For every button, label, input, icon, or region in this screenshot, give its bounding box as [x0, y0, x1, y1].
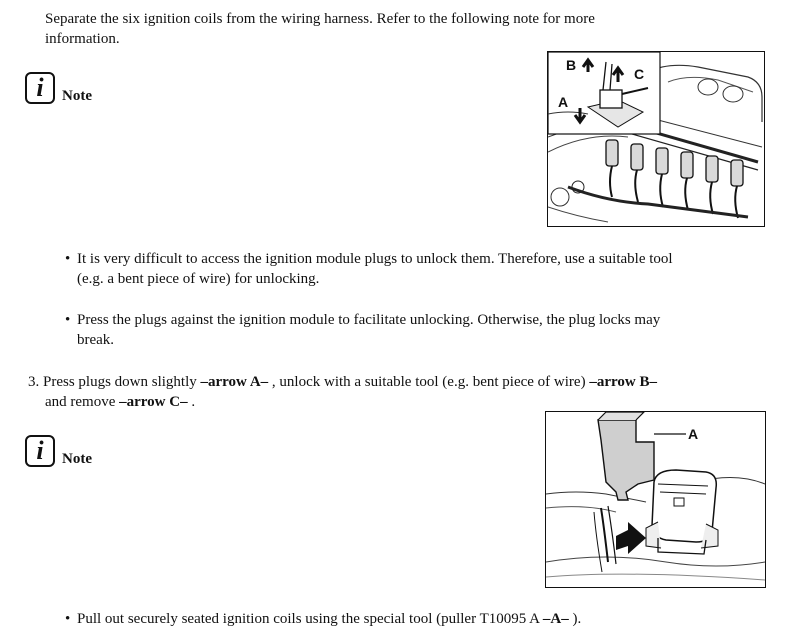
- engine-illustration: [548, 52, 764, 226]
- note-2-label: Note: [62, 451, 92, 467]
- intro-line-1: Separate the six ignition coils from the wiring harness. Refer to the following note for more: [45, 11, 595, 27]
- final-bullet-text: Pull out securely seated ignition coils using the special tool (puller T10095 A: [77, 611, 543, 627]
- bullet-item-2: [65, 310, 660, 350]
- figure1-label-a: A: [558, 94, 569, 110]
- final-bullet-end: ).: [568, 611, 582, 627]
- bullet-dot-icon: •: [65, 611, 71, 627]
- puller-illustration: [546, 412, 765, 587]
- step-3-text-4: .: [187, 394, 196, 410]
- step-3-arrow-a: –arrow A–: [200, 374, 269, 390]
- intro-paragraph: [45, 9, 595, 49]
- bullet-dot-icon: •: [65, 251, 71, 267]
- bullet-dot-icon: •: [65, 312, 71, 328]
- puller-tool-figure: [545, 411, 766, 588]
- note-2: [25, 435, 92, 467]
- bullet-2-line-1: Press the plugs against the ignition module to facilitate unlocking. Otherwise, the plug locks may: [77, 312, 661, 328]
- note-1-label: Note: [62, 88, 92, 104]
- step-3: [28, 372, 768, 412]
- step-3-text-1: Press plugs down slightly: [43, 374, 201, 390]
- step-3-number: 3.: [28, 374, 40, 390]
- bullet-1-line-2: (e.g. a bent piece of wire) for unlocking.: [77, 271, 320, 287]
- step-3-text-3: and remove: [45, 394, 120, 410]
- intro-line-2: information.: [45, 31, 120, 47]
- figure2-label-a: A: [688, 426, 699, 442]
- step-3-arrow-c: –arrow C–: [119, 394, 188, 410]
- note-1: [25, 72, 92, 104]
- bullet-2-line-2: break.: [77, 332, 115, 348]
- figure1-label-c: C: [634, 66, 645, 82]
- info-icon: i: [25, 435, 55, 467]
- info-icon: i: [25, 72, 55, 104]
- step-3-text-2: , unlock with a suitable tool (e.g. bent piece of wire): [268, 374, 590, 390]
- engine-ignition-coils-figure: [547, 51, 765, 227]
- figure1-label-b: B: [566, 57, 577, 73]
- bullet-item-final: [65, 609, 581, 629]
- final-bullet-ref: –A–: [542, 611, 569, 627]
- bullet-1-line-1: It is very difficult to access the ignition module plugs to unlock them. Therefore, use a suitable tool: [77, 251, 673, 267]
- bullet-item-1: [65, 249, 673, 289]
- step-3-arrow-b: –arrow B–: [589, 374, 657, 390]
